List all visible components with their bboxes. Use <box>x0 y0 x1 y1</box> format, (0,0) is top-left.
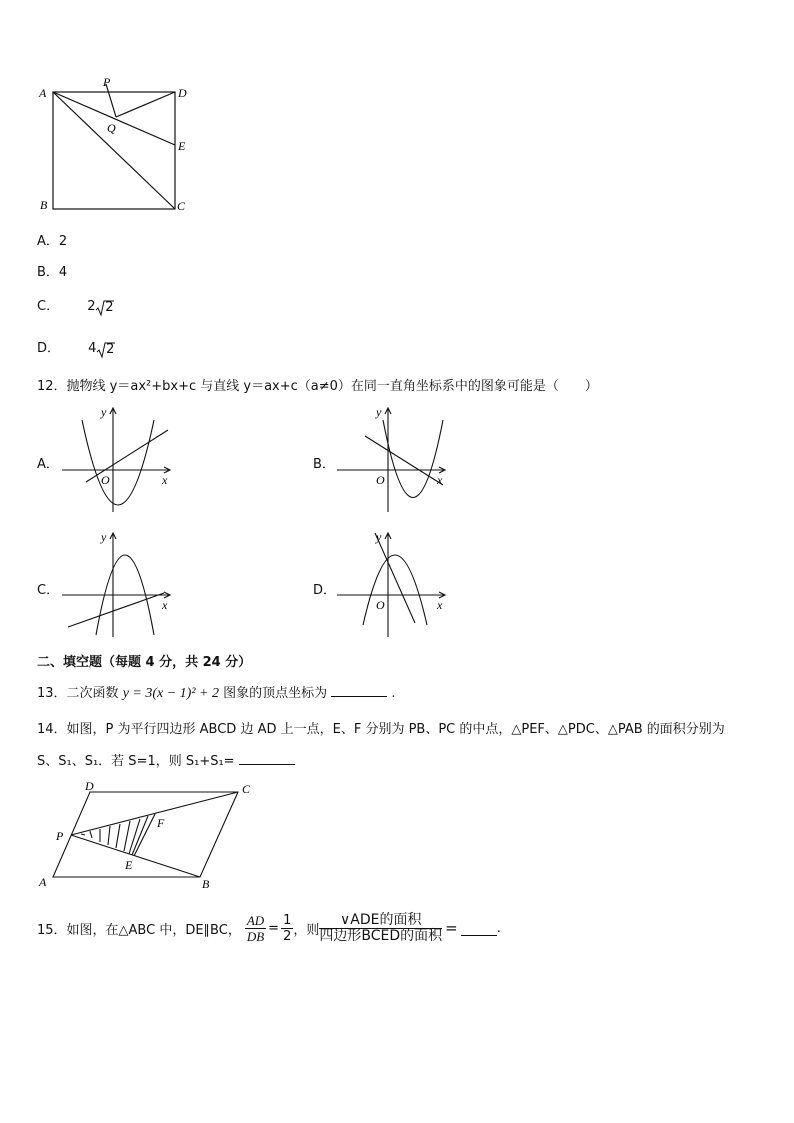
q12d-y-label: y <box>376 530 382 544</box>
q12b-x-label: x <box>437 473 443 487</box>
q14-label-B: B <box>202 877 210 891</box>
q14-line2-prefix: S、S₁、S₁．若 S=1，则 S₁+S₁= <box>37 754 235 769</box>
q12-stem: 12．抛物线 y＝ax²+bx+c 与直线 y＝ax+c（a≠0）在同一直角坐标系中的图象可能是（ ） <box>37 379 598 394</box>
q11-option-c-radical <box>63 297 114 317</box>
option-letter: C． <box>37 299 60 314</box>
q12c-x-label: x <box>162 598 168 612</box>
option-letter: B． <box>37 265 59 280</box>
option-value: 4 <box>58 265 68 280</box>
q14-label-F: F <box>157 816 165 830</box>
q14-label-P: P <box>56 829 64 843</box>
option-letter: A． <box>37 234 59 249</box>
q12b-y-label: y <box>376 405 382 419</box>
radical-coef: 4 <box>88 340 97 356</box>
q11-label-A: A <box>39 86 47 100</box>
fraction-numerator: ∨ADE的面积 <box>319 913 442 929</box>
fraction-denominator: DB <box>246 928 265 944</box>
q12-graph-b[interactable] <box>335 400 455 515</box>
fraction-numerator: AD <box>246 912 265 928</box>
q12b-origin-label: O <box>376 473 385 487</box>
q14-line2 <box>37 750 295 769</box>
q13-suffix: 图象的顶点坐标为 <box>223 686 328 701</box>
q14-line1: 14．如图，P 为平行四边形 ABCD 边 AD 上一点，E、F 分别为 PB、PC 的中点，△PEF、△PDC、△PAB 的面积分别为 <box>37 722 725 737</box>
q12d-x-label: x <box>437 598 443 612</box>
option-letter: D． <box>37 341 61 356</box>
q15-mid: ，则 <box>293 922 320 938</box>
q12-graph-a[interactable] <box>60 400 180 515</box>
q14-label-A: A <box>39 875 47 889</box>
q12c-y-label: y <box>101 530 107 544</box>
q11-option-d[interactable] <box>37 337 115 359</box>
q15-end: . <box>496 920 501 936</box>
q11-label-Q: Q <box>107 121 116 135</box>
q15-fraction-area <box>319 913 442 944</box>
q14-answer-blank[interactable] <box>239 752 295 765</box>
q13-end: . <box>391 686 396 701</box>
fraction-denominator: 2 <box>283 928 292 944</box>
radical-radicand: 2 <box>106 341 115 357</box>
q12-graph-d[interactable] <box>335 525 455 640</box>
q15-answer-blank[interactable] <box>461 921 497 936</box>
q11-option-a[interactable] <box>37 230 67 249</box>
q12-option-b-letter[interactable]: B． <box>313 457 335 472</box>
q14-label-C: C <box>242 782 251 796</box>
q15-line <box>37 908 501 948</box>
q11-label-E: E <box>178 139 186 153</box>
fraction-numerator: 1 <box>283 912 292 928</box>
q12d-origin-label: O <box>376 598 385 612</box>
q11-option-c[interactable] <box>37 295 114 317</box>
q11-label-P: P <box>103 75 111 89</box>
equals-sign: = <box>268 920 280 936</box>
q12-option-d-letter[interactable]: D． <box>313 583 337 598</box>
q15-prefix: 15．如图，在△ABC 中，DE∥BC， <box>37 922 241 938</box>
fraction-denominator: 四边形BCED的面积 <box>319 927 443 944</box>
q11-option-d-radical <box>64 339 115 359</box>
radical-radicand: 2 <box>105 299 114 315</box>
q12-option-a-letter[interactable]: A． <box>37 457 59 472</box>
q12-option-c-letter[interactable]: C． <box>37 583 60 598</box>
q12a-y-label: y <box>101 405 107 419</box>
q14-figure <box>30 778 270 893</box>
q13-answer-blank[interactable] <box>331 684 387 697</box>
q13-line <box>37 682 396 702</box>
q11-label-C: C <box>177 199 186 213</box>
equals-sign: = <box>445 919 458 937</box>
q11-label-B: B <box>40 198 48 212</box>
q12a-x-label: x <box>162 473 168 487</box>
option-value: 2 <box>58 234 68 249</box>
q14-label-D: D <box>85 779 94 793</box>
q13-formula: y = 3(x − 1)² + 2 <box>122 686 219 701</box>
q12a-origin-label: O <box>101 473 110 487</box>
q15-fraction-half <box>281 913 293 944</box>
q15-fraction-ad-db <box>245 913 266 944</box>
q12-graph-c[interactable] <box>60 525 180 640</box>
q11-option-b[interactable] <box>37 261 67 280</box>
section-title: 二、填空题（每题 4 分，共 24 分） <box>37 655 252 670</box>
q13-prefix: 13．二次函数 <box>37 686 119 701</box>
q11-figure <box>30 70 200 220</box>
q11-label-D: D <box>178 86 187 100</box>
radical-coef: 2 <box>87 298 96 314</box>
q14-label-E: E <box>125 858 133 872</box>
